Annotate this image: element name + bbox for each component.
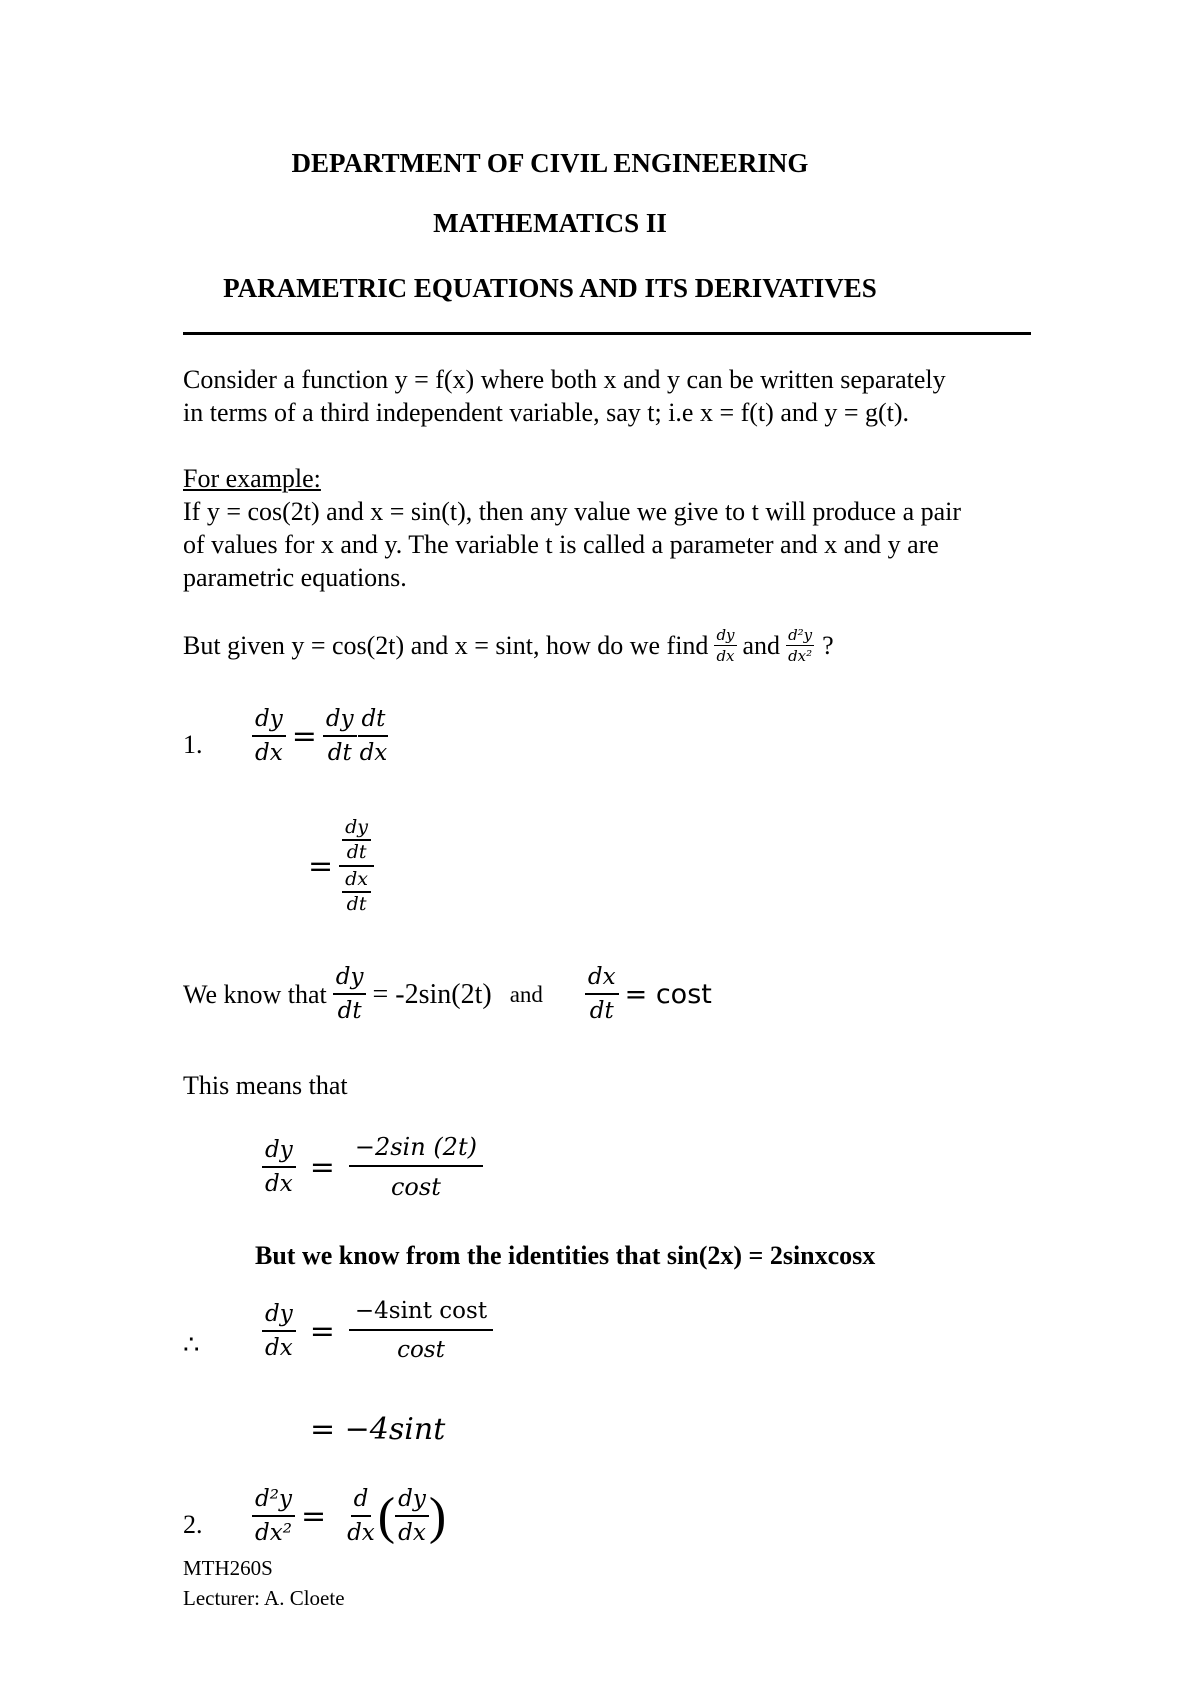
result-1-equation (262, 1135, 483, 1199)
fraction-numerator: d²y (788, 626, 813, 644)
fraction-numerator: dy (262, 1303, 296, 1332)
topic-title: PARAMETRIC EQUATIONS AND ITS DERIVATIVES (223, 273, 877, 303)
course-code: MTH260S (183, 1556, 273, 1580)
fraction-numerator: d (351, 1488, 372, 1517)
fraction-numerator: dy (716, 626, 735, 644)
dy-dx-fraction-small (714, 628, 736, 664)
therefore-denominator: cost (397, 1337, 445, 1363)
fraction-denominator: dx (255, 740, 283, 766)
step-2-label: 2. (183, 1510, 203, 1539)
example-line-2: of values for x and y. The variable t is called a parameter and x and y are (183, 530, 939, 559)
equals-sign: = (300, 1499, 327, 1534)
second-derivative-equation (252, 1488, 446, 1545)
equals-sign: = (309, 1149, 335, 1185)
fraction-denominator: dx² (788, 647, 813, 665)
dx-dt-fraction (585, 966, 619, 1023)
dx-dt-value: = cost (624, 979, 712, 1010)
fraction-numerator: d²y (252, 1488, 295, 1517)
d2y-dx2-fraction (252, 1488, 295, 1545)
fraction-denominator: dx (716, 647, 735, 665)
intro-line-2: in terms of a third independent variable, say t; i.e x = f(t) and y = g(t). (183, 398, 910, 427)
final-result: = −4sint (310, 1412, 446, 1447)
question-prefix: But given y = cos(2t) and x = sint, how do we find (183, 631, 709, 660)
fraction-denominator: dt (337, 998, 362, 1024)
d2y-dx2-fraction-small (786, 628, 814, 664)
compound-fraction (339, 818, 374, 914)
course-title: MATHEMATICS II (433, 208, 667, 238)
compound-fraction-equation (302, 818, 374, 914)
fraction-denominator: dx (398, 1520, 426, 1546)
header-divider (183, 332, 1031, 335)
means-text: This means that (183, 1071, 348, 1100)
known-derivatives-line (183, 966, 712, 1023)
fraction-denominator: dt (346, 841, 367, 863)
example-line-3: parametric equations. (183, 563, 407, 592)
fraction-numerator: dy (252, 708, 286, 737)
therefore-numerator: −4sint cost (349, 1300, 493, 1331)
left-parenthesis: ( (377, 1487, 396, 1545)
chain-rule-equation (252, 708, 390, 765)
question-suffix: ? (822, 631, 834, 660)
department-title: DEPARTMENT OF CIVIL ENGINEERING (291, 148, 809, 178)
d-dx-operator (344, 1488, 378, 1545)
equals-sign: = (291, 719, 317, 754)
fraction-numerator: dx (342, 870, 371, 893)
dy-dx-fraction (252, 708, 286, 765)
example-line-1: If y = cos(2t) and x = sin(t), then any value we give to t will produce a pair (183, 497, 962, 526)
compound-denominator (339, 867, 374, 914)
fraction-denominator: dx (265, 1170, 293, 1197)
dy-dx-fraction (395, 1488, 429, 1545)
dy-dt-value: = -2sin(2t) (372, 978, 492, 1010)
dt-dx-fraction (357, 708, 391, 765)
example-heading: For example: (183, 464, 321, 493)
dy-dt-fraction (333, 966, 367, 1023)
fraction-numerator: dy (395, 1488, 429, 1517)
fraction-denominator: dx (347, 1520, 375, 1546)
therefore-fraction (349, 1300, 493, 1362)
identity-statement: But we know from the identities that sin(2x) = 2sinxcosx (255, 1241, 876, 1270)
fraction-numerator: dt (358, 708, 388, 737)
therefore-equation (262, 1300, 493, 1362)
fraction-denominator: dt (327, 740, 352, 766)
lecturer-name: Lecturer: A. Cloete (183, 1586, 345, 1610)
fraction-numerator: dy (333, 966, 367, 995)
dy-dx-fraction (262, 1300, 296, 1361)
therefore-symbol: ∴ (183, 1330, 200, 1359)
fraction-numerator: dy (262, 1139, 296, 1168)
known-and: and (509, 981, 543, 1007)
dy-dt-fraction (323, 708, 357, 765)
fraction-denominator: dx (265, 1334, 293, 1361)
result-1-numerator: −2sin (2t) (349, 1135, 483, 1167)
intro-line-1: Consider a function y = f(x) where both x and y can be written separately (183, 365, 946, 394)
fraction-denominator: dt (346, 893, 367, 915)
dx-dt-fraction (342, 870, 371, 914)
question-line (183, 628, 834, 664)
fraction-numerator: dx (585, 966, 619, 995)
dy-dx-fraction (262, 1136, 296, 1197)
equals-sign: = (309, 1313, 335, 1349)
dy-dt-fraction (342, 818, 371, 862)
fraction-denominator: dx (359, 740, 388, 766)
equals-sign: = (308, 848, 334, 884)
right-parenthesis: ) (428, 1487, 447, 1545)
result-1-fraction (349, 1135, 483, 1199)
question-and: and (742, 631, 781, 660)
known-prefix: We know that (183, 979, 327, 1009)
step-1-label: 1. (183, 730, 203, 759)
fraction-numerator: dy (323, 708, 357, 737)
fraction-denominator: dt (589, 998, 614, 1024)
fraction-numerator: dy (342, 818, 371, 841)
fraction-denominator: dx² (255, 1520, 292, 1546)
result-1-denominator: cost (390, 1173, 441, 1201)
compound-numerator (339, 818, 374, 867)
